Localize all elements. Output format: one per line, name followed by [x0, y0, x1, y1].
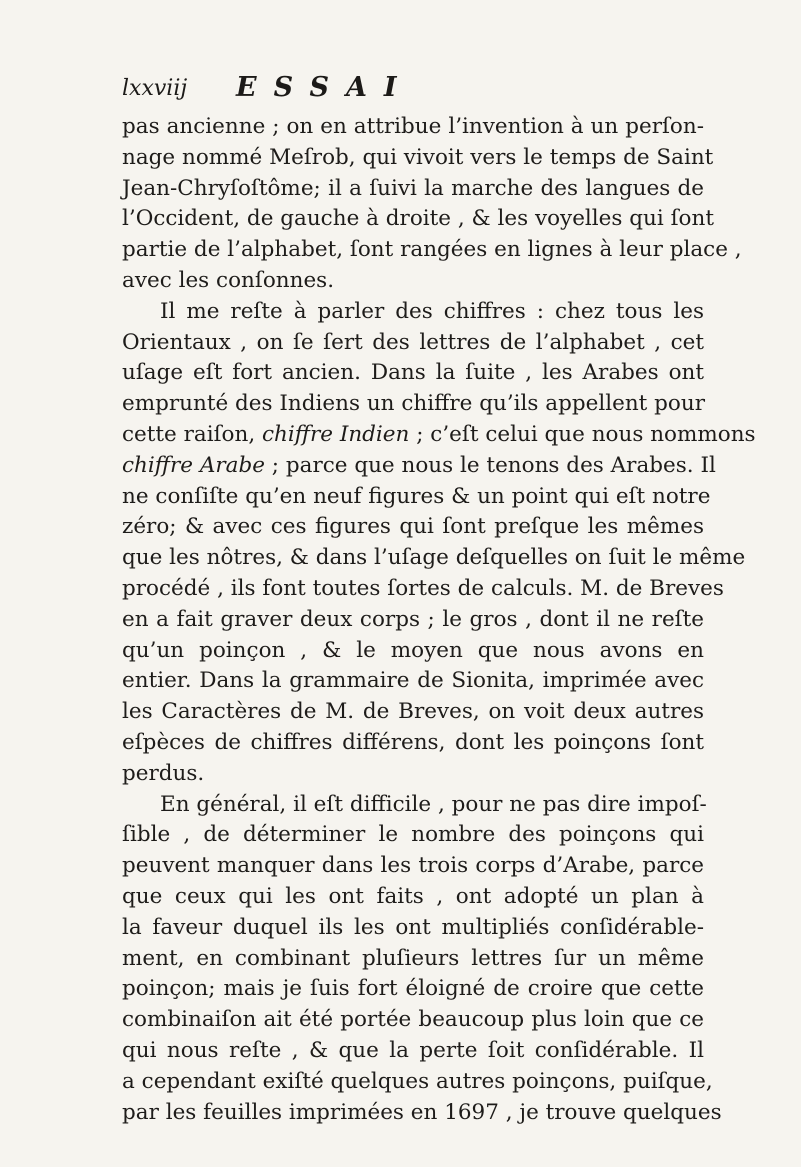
text-line-pre: cette raiſon, — [122, 421, 262, 447]
text-line: en a fait graver deux corps ; le gros , dont il ne reſte — [122, 606, 704, 632]
text-line: nage nommé Meſrob, qui vivoit vers le temps de Saint — [122, 144, 714, 170]
text-line: qu’un poinçon , & le moyen que nous avons en — [122, 637, 704, 663]
text-line: Orientaux , on ſe ſert des lettres de l’alphabet , cet — [122, 329, 704, 355]
text-line-post: ; parce que nous le tenons des Arabes. Il — [264, 452, 716, 478]
text-line: avec les conſonnes. — [122, 267, 335, 293]
text-line: ne conſiſte qu’en neuf figures & un point qui eſt notre — [122, 483, 711, 509]
text-line: Jean-Chryſoſtôme; il a ſuivi la marche des langues de — [122, 175, 704, 201]
text-line — [122, 451, 716, 482]
text-line: zéro; & avec ces figures qui ſont preſque les mêmes — [122, 514, 704, 540]
text-line: eſpèces de chiffres différens, dont les poinçons ſont — [122, 729, 704, 755]
text-line: pas ancienne ; on en attribue l’invention à un perſon- — [122, 114, 704, 139]
text-line: uſage eſt fort ancien. Dans la ſuite , les Arabes ont — [122, 360, 704, 386]
text-line: les Caractères de M. de Breves, on voit deux autres — [122, 699, 704, 725]
text-line: par les feuilles imprimées en 1697 , je trouve quelques — [122, 1099, 722, 1125]
text-line: que les nôtres, & dans l’uſage deſquelles on ſuit le même — [122, 545, 746, 571]
text-line: perdus. — [122, 760, 205, 786]
text-line-post: ; c’eſt celui que nous nommons — [409, 421, 756, 447]
text-line: a cependant exiſté quelques autres poinçons, puiſque, — [122, 1068, 713, 1094]
text-line — [122, 420, 756, 451]
italic-term: chiffre Arabe — [122, 452, 265, 478]
running-title: ESSAI — [236, 72, 414, 103]
page-number: lxxviij — [122, 76, 188, 101]
text-line: la faveur duquel ils les ont multipliés conſidérable- — [122, 914, 704, 940]
italic-term: chiffre Indien — [262, 421, 410, 447]
body-text — [122, 112, 756, 1128]
text-line: entier. Dans la grammaire de Sionita, imprimée avec — [122, 668, 704, 694]
text-line: peuvent manquer dans les trois corps d’Arabe, parce — [122, 853, 704, 879]
text-line: ſible , de déterminer le nombre des poinçons qui — [122, 822, 704, 848]
text-line: En général, il eſt difficile , pour ne pas dire impoſ- — [160, 791, 707, 817]
page-header — [122, 72, 702, 112]
text-line: combinaiſon ait été portée beaucoup plus loin que ce — [122, 1007, 704, 1033]
text-line: que ceux qui les ont faits , ont adopté un plan à — [122, 883, 704, 909]
text-line: Il me reſte à parler des chiffres : chez tous les — [160, 298, 704, 324]
text-line: qui nous reſte , & que la perte ſoit conſidérable. Il — [122, 1037, 704, 1063]
text-line: partie de l’alphabet, ſont rangées en lignes à leur place , — [122, 237, 742, 263]
text-line: poinçon; mais je ſuis fort éloigné de croire que cette — [122, 976, 704, 1002]
text-line: ment, en combinant pluſieurs lettres ſur un même — [122, 945, 704, 971]
text-line: l’Occident, de gauche à droite , & les voyelles qui ſont — [122, 206, 714, 232]
text-line: procédé , ils font toutes ſortes de calculs. M. de Breves — [122, 575, 724, 601]
text-line: emprunté des Indiens un chiffre qu’ils appellent pour — [122, 391, 705, 417]
